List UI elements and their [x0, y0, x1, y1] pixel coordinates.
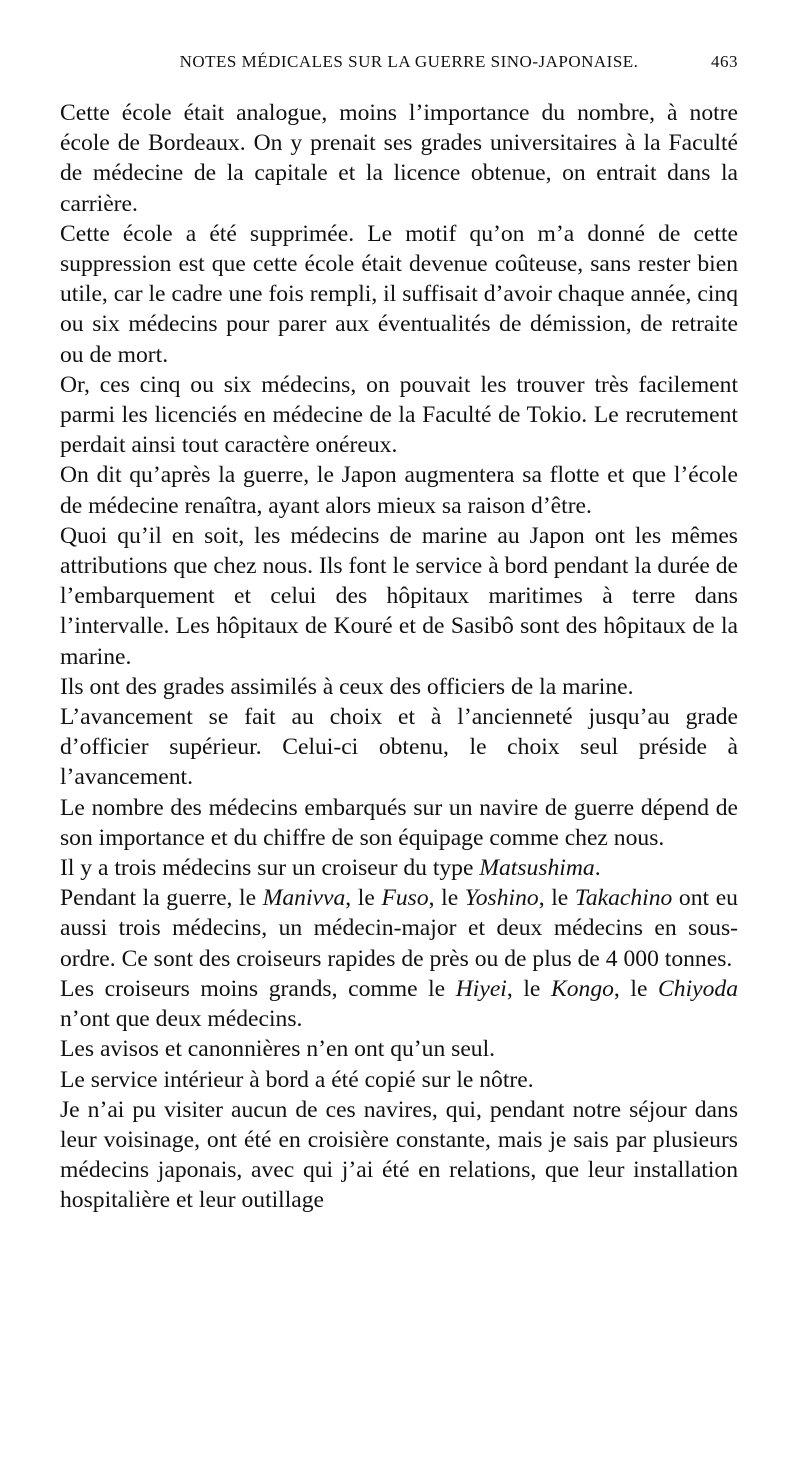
text-run: Pendant la guerre, le: [60, 885, 263, 912]
paragraph: Cette école était analogue, moins l’importance du nombre, à notre école de Bordeaux. On y prenait ses grades universitaires à la Faculté de médecine de la capitale et la licence obtenue, on entrait dans la carrière.: [60, 100, 738, 217]
paragraph: On dit qu’après la guerre, le Japon augmentera sa flotte et que l’école de médecine renaîtra, ayant alors mieux sa raison d’être.: [60, 462, 738, 519]
text-run: , le: [538, 885, 575, 912]
paragraph: Quoi qu’il en soit, les médecins de marine au Japon ont les mêmes attributions que chez nous. Ils font le service à bord pendant la durée de l’embarquement et celui des hôpitaux maritimes à terre dans l’intervalle. Les hôpitaux de Kouré et de Sasibô sont des hôpitaux de la marine.: [60, 522, 738, 670]
paragraph: Je n’ai pu visiter aucun de ces navires, qui, pendant notre séjour dans leur voisinage, ont été en croisière constante, mais je sais par plusieurs médecins japonais, avec qui j’ai été en relations, que leur installation hospitalière et leur outillage: [60, 1096, 738, 1214]
paragraph: Or, ces cinq ou six médecins, on pouvait les trouver très facilement parmi les licenciés en médecine de la Faculté de Tokio. Le recrutement perdait ainsi tout caractère onéreux.: [60, 371, 738, 459]
ship-name: Kongo: [550, 975, 614, 1002]
text-run: , le: [428, 885, 465, 912]
ship-name: Matsushima: [479, 855, 595, 882]
text-run: .: [594, 855, 601, 882]
ship-name: Manivva: [262, 885, 346, 912]
ship-name: Hiyei: [455, 975, 507, 1002]
paragraph: L’avancement se fait au choix et à l’ancienneté jusqu’au grade d’officier supérieur. Celui-ci obtenu, le choix seul préside à l’avancement.: [60, 704, 738, 791]
ship-name: Yoshino: [464, 885, 539, 912]
ship-name: Takachino: [574, 885, 673, 912]
body-text: [60, 98, 738, 1216]
text-run: , le: [506, 975, 551, 1002]
text-run: ont eu aussi trois médecins, un médecin-major et deux médecins en sous-ordre. Ce sont des croiseurs rapides de près ou de plus de 4 000 tonnes.: [60, 885, 738, 972]
text-run: Les croiseurs moins grands, comme le: [60, 975, 456, 1002]
running-head: [60, 52, 738, 82]
paragraph: Cette école a été supprimée. Le motif qu’on m’a donné de cette suppression est que cette école était devenue coûteuse, sans rester bien utile, car le cadre une fois rempli, il suffisait d’avoir chaque année, cinq ou six médecins pour parer aux éventualités de démission, de retraite ou de mort.: [60, 220, 738, 368]
paragraph-war-cruisers: [60, 883, 738, 974]
paragraph: Ils ont des grades assimilés à ceux des officiers de la marine.: [60, 673, 634, 700]
running-title: NOTES MÉDICALES SUR LA GUERRE SINO-JAPONAISE.: [179, 52, 639, 71]
text-run: , le: [613, 975, 659, 1002]
text-run: n’ont que deux médecins.: [60, 1006, 303, 1033]
text-run: , le: [345, 885, 382, 912]
paragraph: Les avisos et canonnières n’en ont qu’un seul.: [60, 1036, 496, 1063]
ship-name: Chiyoda: [658, 975, 738, 1002]
text-run: Il y a trois médecins sur un croiseur du type: [60, 855, 480, 882]
paragraph-small-cruisers: [60, 974, 738, 1034]
paragraph: Le nombre des médecins embarqués sur un navire de guerre dépend de son importance et du chiffre de son équipage comme chez nous.: [60, 794, 738, 851]
page-number: 463: [711, 52, 738, 71]
paragraph: Le service intérieur à bord a été copié sur le nôtre.: [60, 1066, 534, 1093]
paragraph-matsushima: [60, 853, 738, 883]
ship-name: Fuso: [381, 885, 429, 912]
